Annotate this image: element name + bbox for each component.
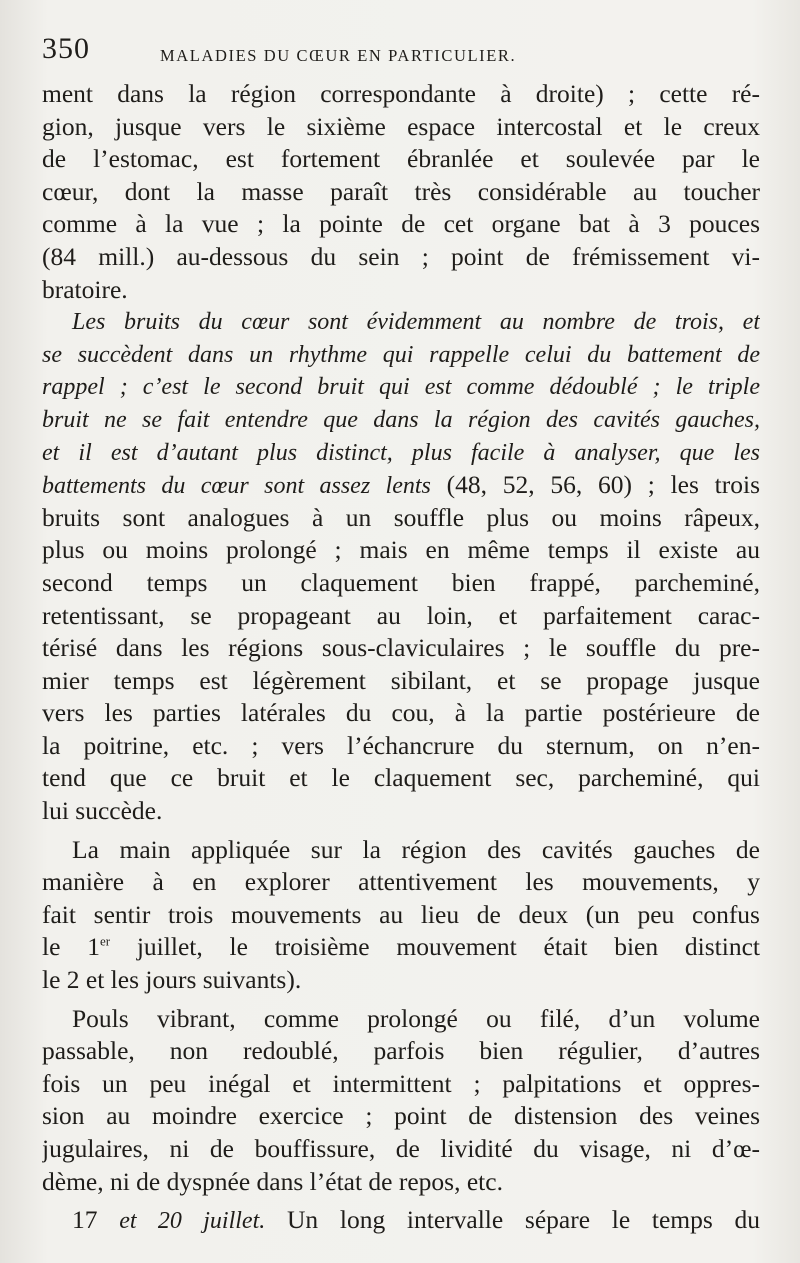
italic-fragment: battements du cœur sont assez lents: [42, 473, 431, 500]
text-line: de l’estomac, est fortement ébranlée et soulevée par le: [42, 144, 760, 174]
text-line: retentissant, se propageant au loin, et parfaitement carac-: [42, 600, 760, 630]
page-number: 350: [42, 32, 90, 65]
text-line: fois un peu inégal et intermittent ; palpitations et oppres-: [42, 1068, 760, 1098]
text-line: dème, ni de dyspnée dans l’état de repos, etc.: [42, 1166, 503, 1196]
text-line: lui succède.: [42, 796, 163, 826]
roman-fragment: 17: [72, 1205, 120, 1235]
mixed-line: [42, 469, 760, 502]
text-line: cœur, dont la masse paraît très considérable au toucher: [42, 176, 760, 206]
roman-fragment: (48, 52, 56, 60) ; les trois: [430, 470, 760, 500]
text-line: passable, non redoublé, parfois bien régulier, d’autres: [42, 1036, 760, 1066]
text-line: comme à la vue ; la pointe de cet organe bat à 3 pouces: [42, 209, 760, 239]
mixed-line: [42, 1204, 760, 1237]
roman-fragment: Un long intervalle sépare le temps du: [265, 1205, 760, 1235]
text-line: fait sentir trois mouvements au lieu de deux (un peu confus: [42, 899, 760, 929]
text-line: plus ou moins prolongé ; mais en même temps il existe au: [42, 535, 760, 565]
italic-line: rappel ; c’est le second bruit qui est comme dédoublé ; le triple: [42, 374, 760, 401]
text-line: La main appliquée sur la région des cavités gauches de: [72, 834, 760, 864]
text-line: vers les parties latérales du cou, à la partie postérieure de: [42, 698, 760, 728]
text-line: bratoire.: [42, 274, 128, 304]
page-body: [42, 78, 760, 1237]
italic-line: Les bruits du cœur sont évidemment au nombre de trois, et: [72, 309, 760, 336]
text-line: [42, 931, 760, 964]
text-line: la poitrine, etc. ; vers l’échancrure du sternum, on n’en-: [42, 730, 760, 760]
text-line: sion au moindre exercice ; point de distension des veines: [42, 1101, 760, 1131]
text-line: jugulaires, ni de bouffissure, de lividité du visage, ni d’œ-: [42, 1134, 760, 1163]
italic-line: et il est d’autant plus distinct, plus facile à analyser, que les: [42, 439, 760, 466]
text-line: ment dans la région correspondante à droite) ; cette ré-: [42, 79, 760, 108]
text-line: manière à en explorer attentivement les mouvements, y: [42, 867, 760, 897]
text-line: le 2 et les jours suivants).: [42, 965, 302, 995]
text-line: bruits sont analogues à un souffle plus ou moins râpeux,: [42, 502, 760, 532]
text-line: mier temps est légèrement sibilant, et se propage jusque: [42, 665, 760, 695]
italic-fragment: et 20 juillet.: [119, 1208, 266, 1235]
text-line: Pouls vibrant, comme prolongé ou filé, d’un volume: [72, 1003, 760, 1033]
page-header: [42, 28, 762, 70]
line-fragment: le 1: [42, 932, 100, 962]
ordinal-superscript: er: [99, 933, 111, 949]
text-line: gion, jusque vers le sixième espace intercostal et le creux: [42, 111, 760, 141]
italic-line: se succèdent dans un rhythme qui rappelle celui du battement de: [42, 341, 760, 368]
text-line: (84 mill.) au-dessous du sein ; point de frémissement vi-: [42, 241, 760, 271]
text-line: tend que ce bruit et le claquement sec, parcheminé, qui: [42, 763, 760, 793]
text-line: térisé dans les régions sous-claviculaires ; le souffle du pre-: [42, 633, 760, 663]
text-line: second temps un claquement bien frappé, parcheminé,: [42, 567, 760, 597]
italic-line: bruit ne se fait entendre que dans la région des cavités gauches,: [42, 406, 760, 433]
line-fragment: juillet, le troisième mouvement était bien distinct: [110, 932, 760, 962]
running-head: MALADIES DU CŒUR EN PARTICULIER.: [160, 46, 517, 65]
